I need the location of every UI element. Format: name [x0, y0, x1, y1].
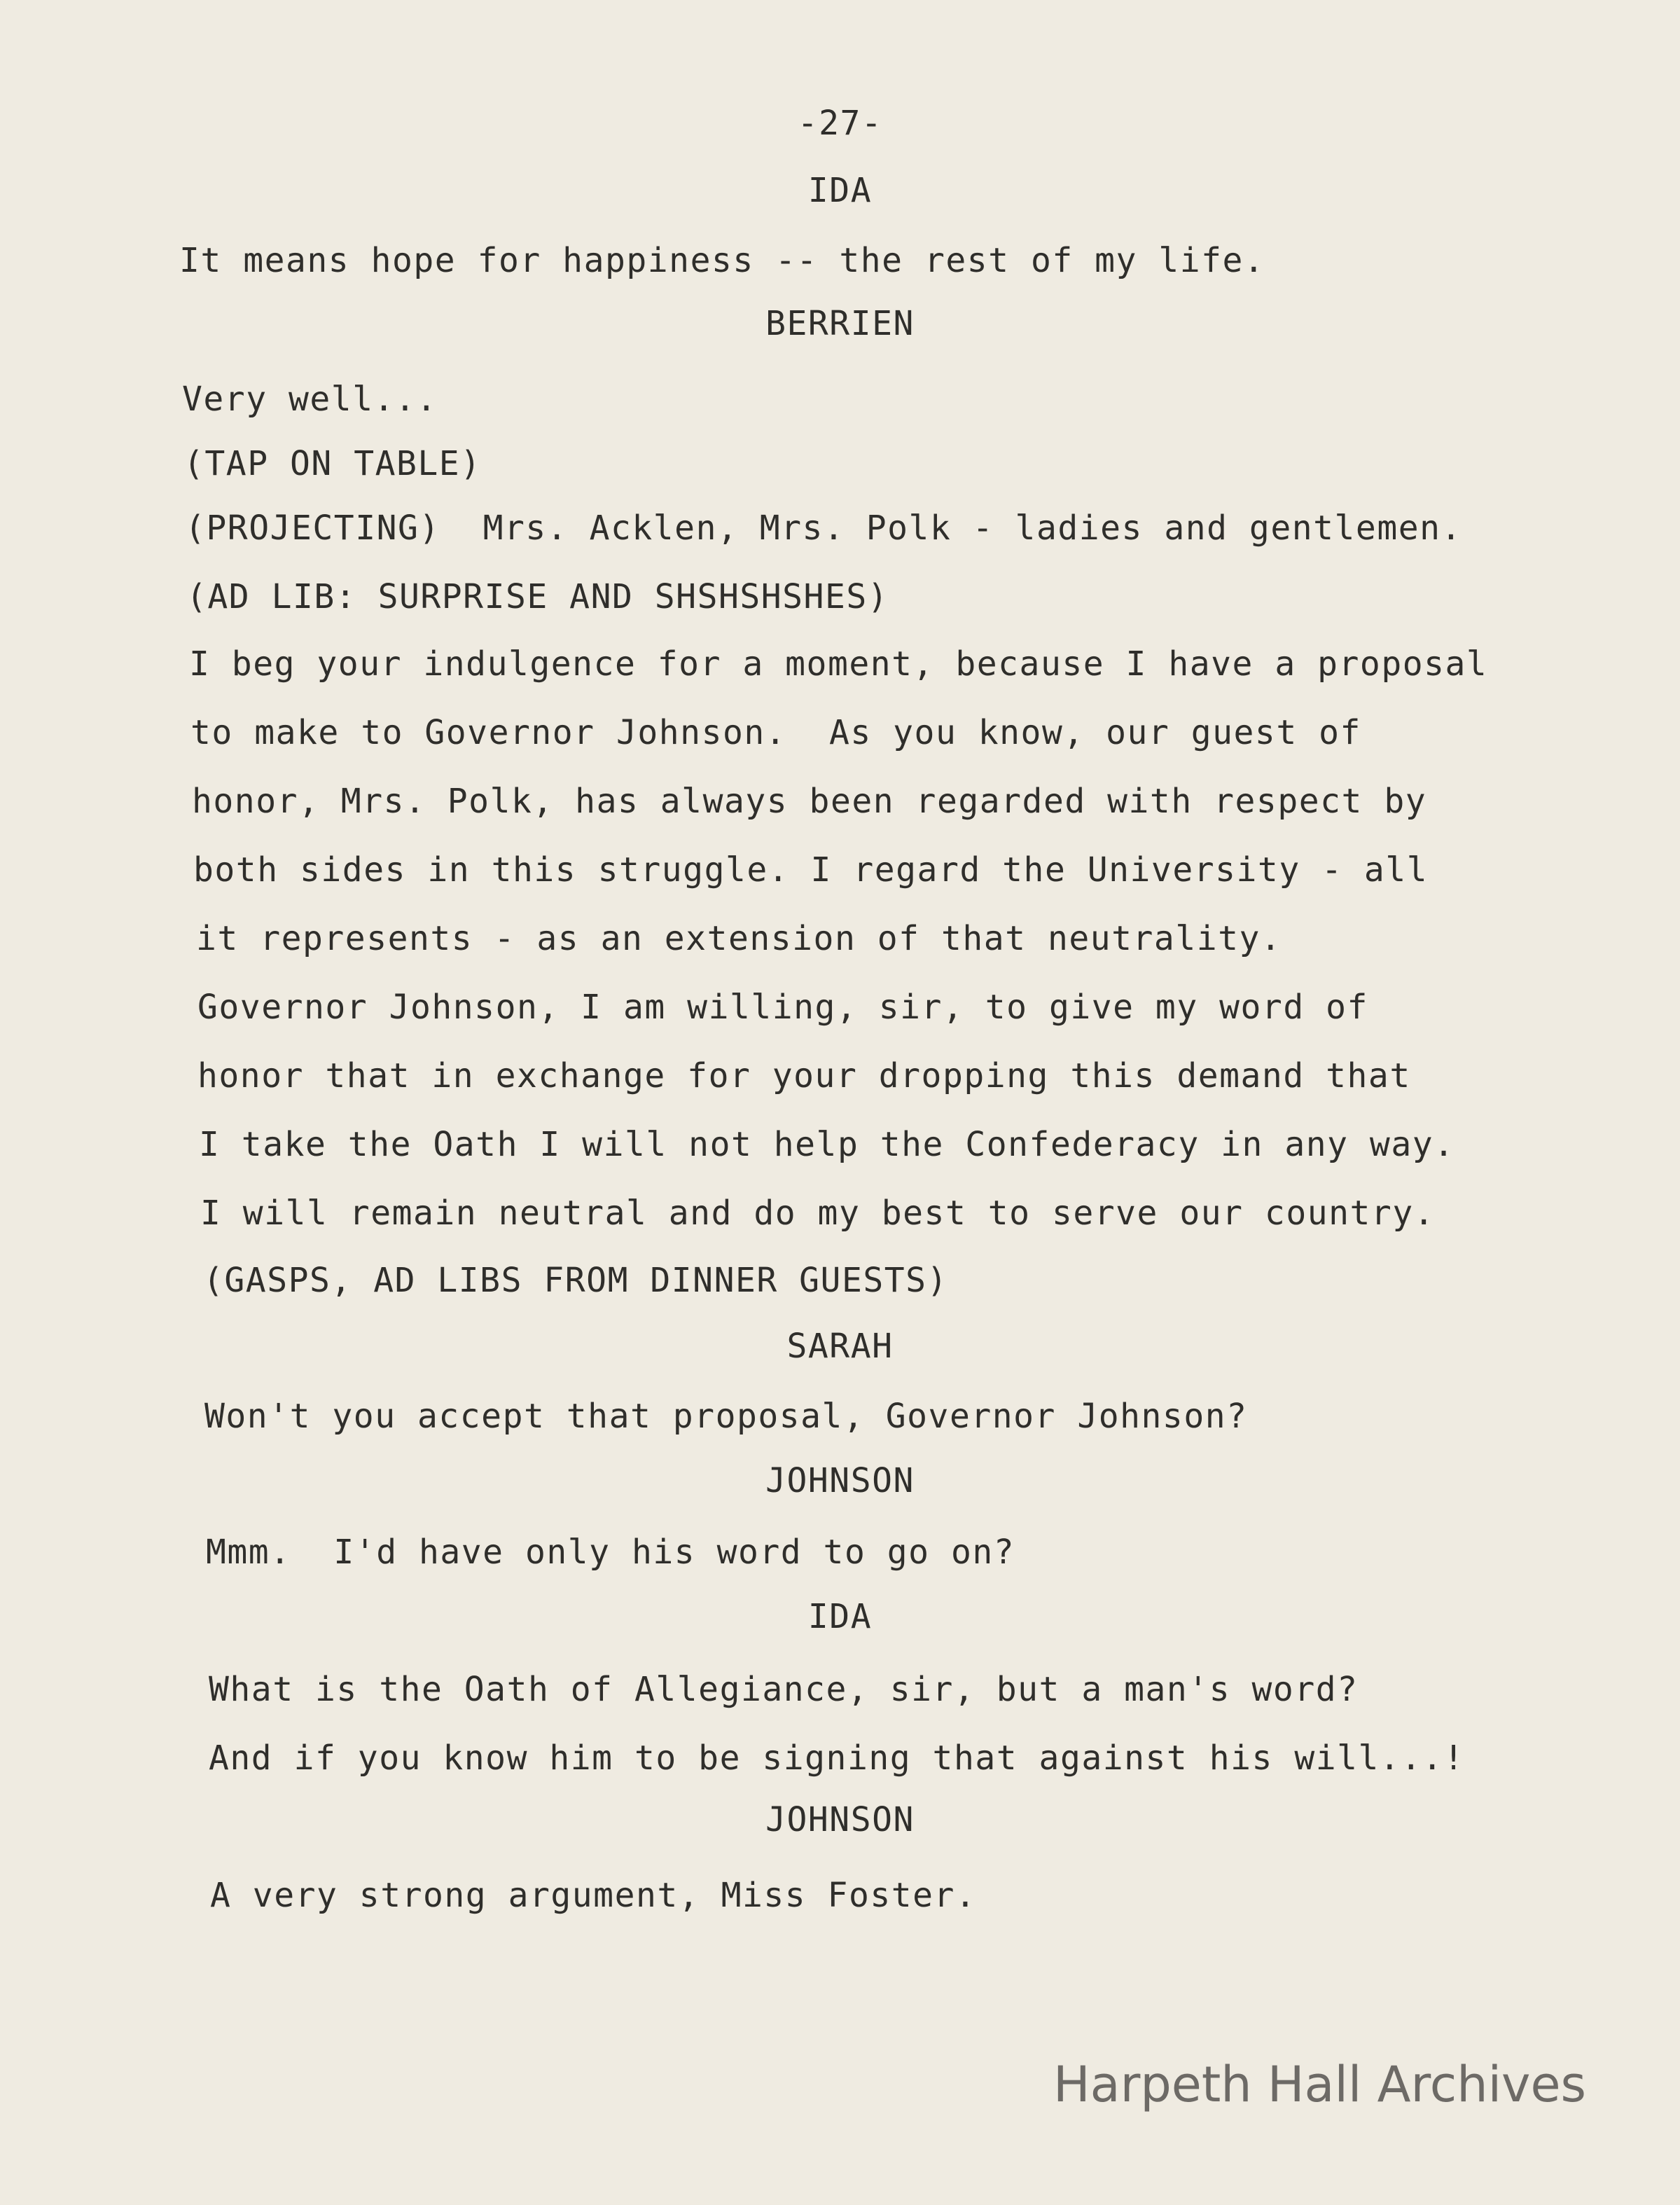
- speaker-name: IDA: [807, 1597, 873, 1636]
- dialogue-line: Governor Johnson, I am willing, sir, to give my word of: [197, 988, 1368, 1027]
- stage-direction: (AD LIB: SURPRISE AND SHSHSHSHES): [186, 577, 889, 616]
- dialogue-line: both sides in this struggle. I regard the University - all: [193, 850, 1429, 890]
- dialogue-line: to make to Governor Johnson. As you know, our guest of: [190, 713, 1361, 752]
- dialogue-line: (PROJECTING) Mrs. Acklen, Mrs. Polk - ladies and gentlemen.: [185, 509, 1462, 548]
- dialogue-line: And if you know him to be signing that against his will...!: [209, 1739, 1465, 1778]
- speaker-name: SARAH: [786, 1327, 894, 1366]
- dialogue-line: A very strong argument, Miss Foster.: [210, 1876, 977, 1915]
- dialogue-line: Mmm. I'd have only his word to go on?: [206, 1533, 1015, 1572]
- stage-direction: (GASPS, AD LIBS FROM DINNER GUESTS): [203, 1261, 948, 1300]
- dialogue-line: I take the Oath I will not help the Confederacy in any way.: [199, 1125, 1455, 1164]
- dialogue-line: It means hope for happiness -- the rest of my life.: [179, 241, 1265, 280]
- dialogue-line: honor that in exchange for your dropping this demand that: [197, 1056, 1411, 1095]
- speaker-name: JOHNSON: [765, 1800, 915, 1839]
- speaker-name: JOHNSON: [765, 1461, 915, 1500]
- speaker-name: BERRIEN: [765, 304, 915, 343]
- dialogue-line: honor, Mrs. Polk, has always been regarded with respect by: [192, 782, 1427, 821]
- page-number: -27-: [797, 104, 883, 143]
- speaker-name: IDA: [807, 171, 873, 210]
- dialogue-line: I will remain neutral and do my best to serve our country.: [200, 1194, 1436, 1233]
- dialogue-line: I beg your indulgence for a moment, because I have a proposal: [189, 644, 1488, 684]
- dialogue-line: What is the Oath of Allegiance, sir, but a man's word?: [209, 1670, 1359, 1709]
- dialogue-line: Won't you accept that proposal, Governor Johnson?: [204, 1397, 1248, 1436]
- archive-watermark: Harpeth Hall Archives: [1053, 2056, 1586, 2113]
- dialogue-line: it represents - as an extension of that neutrality.: [196, 919, 1282, 958]
- dialogue-line: Very well...: [182, 380, 438, 419]
- stage-direction: (TAP ON TABLE): [183, 444, 482, 483]
